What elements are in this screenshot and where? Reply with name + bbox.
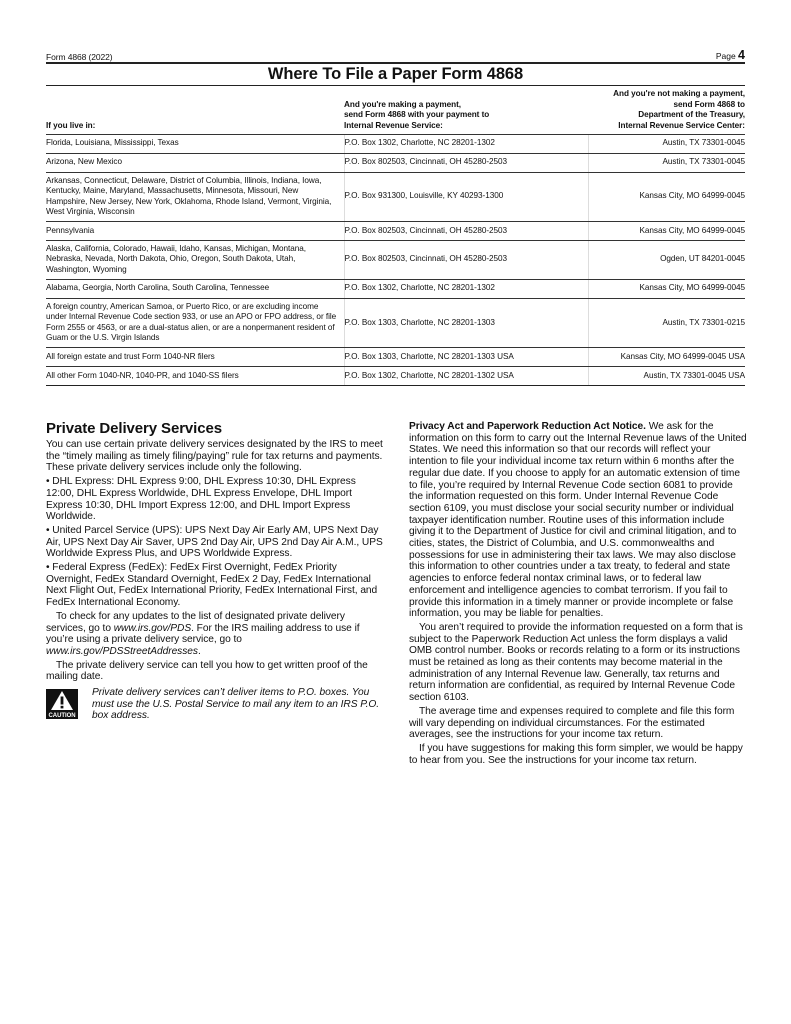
cell-states: Florida, Louisiana, Mississippi, Texas — [46, 134, 344, 153]
text-span: To check for any updates to the list of designated private delivery services, go to — [46, 610, 345, 634]
caution-text: Private delivery services can’t deliver items to P.O. boxes. You must use the U.S. Postal Service to mail any item to an IRS P.O. box address. — [92, 687, 380, 722]
table-row — [46, 240, 745, 279]
cell-states: Arkansas, Connecticut, Delaware, District of Columbia, Illinois, Indiana, Iowa, Kentucky, Maine, Maryland, Massachusetts, Minnesota, Missouri, New Hampshire, New Jersey, New York, Oklahoma, Rhode Island, Vermont, Virginia, West Virginia, Wisconsin — [46, 172, 344, 221]
cell-no-payment-address: Kansas City, MO 64999-0045 — [588, 279, 745, 298]
cell-no-payment-address: Austin, TX 73301-0045 — [588, 153, 745, 172]
header-line: Internal Revenue Service: — [344, 120, 443, 130]
updates-paragraph — [46, 611, 386, 658]
table-row — [46, 153, 745, 172]
page-number-value: 4 — [738, 48, 745, 62]
section-heading: Private Delivery Services — [46, 420, 222, 437]
privacy-paragraph-2: You aren’t required to provide the information requested on a form that is subject to the Paperwork Reduction Act unless the form displays a valid OMB control number. Books or records relating to a form or its instructions must be retained as long as their contents may become material in the administration of any Internal Revenue law. Generally, tax returns and return information are confidential, as required by Internal Revenue Code section 6103. — [409, 621, 743, 704]
cell-payment-address: P.O. Box 802503, Cincinnati, OH 45280-2503 — [344, 153, 588, 172]
caution-label: CAUTION — [48, 713, 76, 720]
cell-states: Alabama, Georgia, North Carolina, South Carolina, Tennessee — [46, 279, 344, 298]
column-header-state: If you live in: — [46, 86, 344, 134]
cell-no-payment-address: Kansas City, MO 64999-0045 USA — [588, 348, 745, 367]
cell-no-payment-address: Austin, TX 73301-0045 — [588, 134, 745, 153]
cell-no-payment-address: Ogden, UT 84201-0045 — [588, 240, 745, 279]
where-to-file-table — [46, 86, 745, 386]
table-row — [46, 279, 745, 298]
table-row — [46, 221, 745, 240]
caution-note — [46, 687, 386, 722]
cell-payment-address: P.O. Box 931300, Louisville, KY 40293-1300 — [344, 172, 588, 221]
cell-states: All other Form 1040-NR, 1040-PR, and 1040-SS filers — [46, 367, 344, 386]
form-id: Form 4868 (2022) — [46, 52, 113, 62]
intro-paragraph: You can use certain private delivery services designated by the IRS to meet the “timely mailing as timely filing/paying” rule for tax returns and payments. These private delivery services include only the following. — [46, 439, 383, 474]
cell-states: Pennsylvania — [46, 221, 344, 240]
cell-payment-address: P.O. Box 1303, Charlotte, NC 28201-1303 — [344, 298, 588, 347]
header-line: And you're making a payment, — [344, 99, 462, 109]
header-line: send Form 4868 to — [673, 99, 745, 109]
bullet-dhl: • DHL Express: DHL Express 9:00, DHL Express 10:30, DHL Express 12:00, DHL Express Worldwide, DHL Express Envelope, DHL Import Express 10:30, DHL Import Express 12:00, and DHL Import Express Worldwide. — [46, 476, 356, 523]
private-delivery-section — [46, 420, 386, 722]
bullet-fedex: • Federal Express (FedEx): FedEx First Overnight, FedEx Priority Overnight, FedEx Standard Overnight, FedEx 2 Day, FedEx International Next Flight Out, FedEx International Priority, FedEx International First, and FedEx International Economy. — [46, 562, 378, 609]
bullet-ups: • United Parcel Service (UPS): UPS Next Day Air Early AM, UPS Next Day Air, UPS Next Day Air Saver, UPS 2nd Day Air, UPS 2nd Day Air A.M., UPS Worldwide Express Plus, and UPS Worldwide Express. — [46, 524, 383, 560]
caution-icon — [46, 689, 78, 719]
table-row — [46, 298, 745, 347]
cell-no-payment-address: Austin, TX 73301-0215 — [588, 298, 745, 347]
cell-payment-address: P.O. Box 802503, Cincinnati, OH 45280-2503 — [344, 240, 588, 279]
cell-states: A foreign country, American Samoa, or Puerto Rico, or are excluding income under Internal Revenue Code section 933, or use an APO or FPO address, or file Form 2555 or 4563, or are a dual-status alien, or are a nonpermanent resident of Guam or the U.S. Virgin Islands — [46, 298, 344, 347]
page-label: Page — [715, 51, 739, 61]
proof-paragraph: The private delivery service can tell you how to get written proof of the mailing date. — [46, 659, 368, 683]
cell-payment-address: P.O. Box 802503, Cincinnati, OH 45280-2503 — [344, 221, 588, 240]
cell-states: Alaska, California, Colorado, Hawaii, Idaho, Kansas, Michigan, Montana, Nebraska, Nevada, North Dakota, Ohio, Oregon, South Dakota, Utah, Washington, Wyoming — [46, 240, 344, 279]
text-span: . For the IRS mailing address to use if you’re using a private delivery service, go to — [46, 622, 360, 646]
table-row — [46, 134, 745, 153]
cell-no-payment-address: Kansas City, MO 64999-0045 — [588, 221, 745, 240]
header-line: Internal Revenue Service Center: — [618, 120, 745, 130]
cell-states: Arizona, New Mexico — [46, 153, 344, 172]
header-line: Department of the Treasury, — [638, 110, 745, 120]
cell-no-payment-address: Kansas City, MO 64999-0045 — [588, 172, 745, 221]
table-row — [46, 367, 745, 386]
page-header — [46, 46, 745, 62]
table-row — [46, 172, 745, 221]
text-span: We ask for the information on this form to carry out the Internal Revenue laws of the United States. We need this information so that our records will reflect your intention to file your individual income tax return within 6 months after the regular due date. If you choose to apply for an automatic extension of time to file, you’re required by Internal Revenue Code section 6081 to provide the information requested on this form. Under Internal Revenue Code section 6109, you must disclose your social security number or individual taxpayer identification number. Routine uses of this information include giving it to the Department of Justice for civil and criminal litigation, and to cities, states, the District of Columbia, and U.S. commonwealths and possessions for use in administering their tax laws. We may also disclose this information to other countries under a tax treaty, to federal and state agencies to enforce federal nontax criminal laws, or to federal law enforcement and intelligence agencies to combat terrorism. If you fail to provide this information in a timely manner or provide incomplete or false information, you may be liable for penalties. — [409, 421, 747, 620]
table-header-row — [46, 86, 745, 134]
table-row — [46, 348, 745, 367]
page-number — [716, 48, 745, 62]
privacy-heading: Privacy Act and Paperwork Reduction Act Notice. — [409, 421, 646, 432]
cell-payment-address: P.O. Box 1302, Charlotte, NC 28201-1302 — [344, 134, 588, 153]
cell-states: All foreign estate and trust Form 1040-NR filers — [46, 348, 344, 367]
link-pds-street-addresses[interactable]: www.irs.gov/PDSStreetAddresses — [46, 645, 198, 657]
cell-payment-address: P.O. Box 1302, Charlotte, NC 28201-1302 — [344, 279, 588, 298]
header-line: send Form 4868 with your payment to — [344, 110, 490, 120]
privacy-paragraph-1 — [409, 421, 747, 620]
column-header-payment — [344, 86, 588, 134]
privacy-paragraph-4: If you have suggestions for making this form simpler, we would be happy to hear from you. See the instructions for your income tax return. — [409, 742, 743, 766]
cell-payment-address: P.O. Box 1302, Charlotte, NC 28201-1302 USA — [344, 367, 588, 386]
cell-no-payment-address: Austin, TX 73301-0045 USA — [588, 367, 745, 386]
cell-payment-address: P.O. Box 1303, Charlotte, NC 28201-1303 USA — [344, 348, 588, 367]
link-pds[interactable]: www.irs.gov/PDS — [113, 622, 192, 634]
text-span: . — [197, 645, 201, 657]
column-header-no-payment — [588, 86, 745, 134]
header-line: And you're not making a payment, — [613, 89, 745, 99]
privacy-paragraph-3: The average time and expenses required to complete and file this form will vary depending on individual circumstances. For the estimated averages, see the instructions for your income tax return. — [409, 705, 735, 741]
page-title: Where To File a Paper Form 4868 — [267, 65, 524, 83]
privacy-notice-section — [409, 421, 747, 766]
